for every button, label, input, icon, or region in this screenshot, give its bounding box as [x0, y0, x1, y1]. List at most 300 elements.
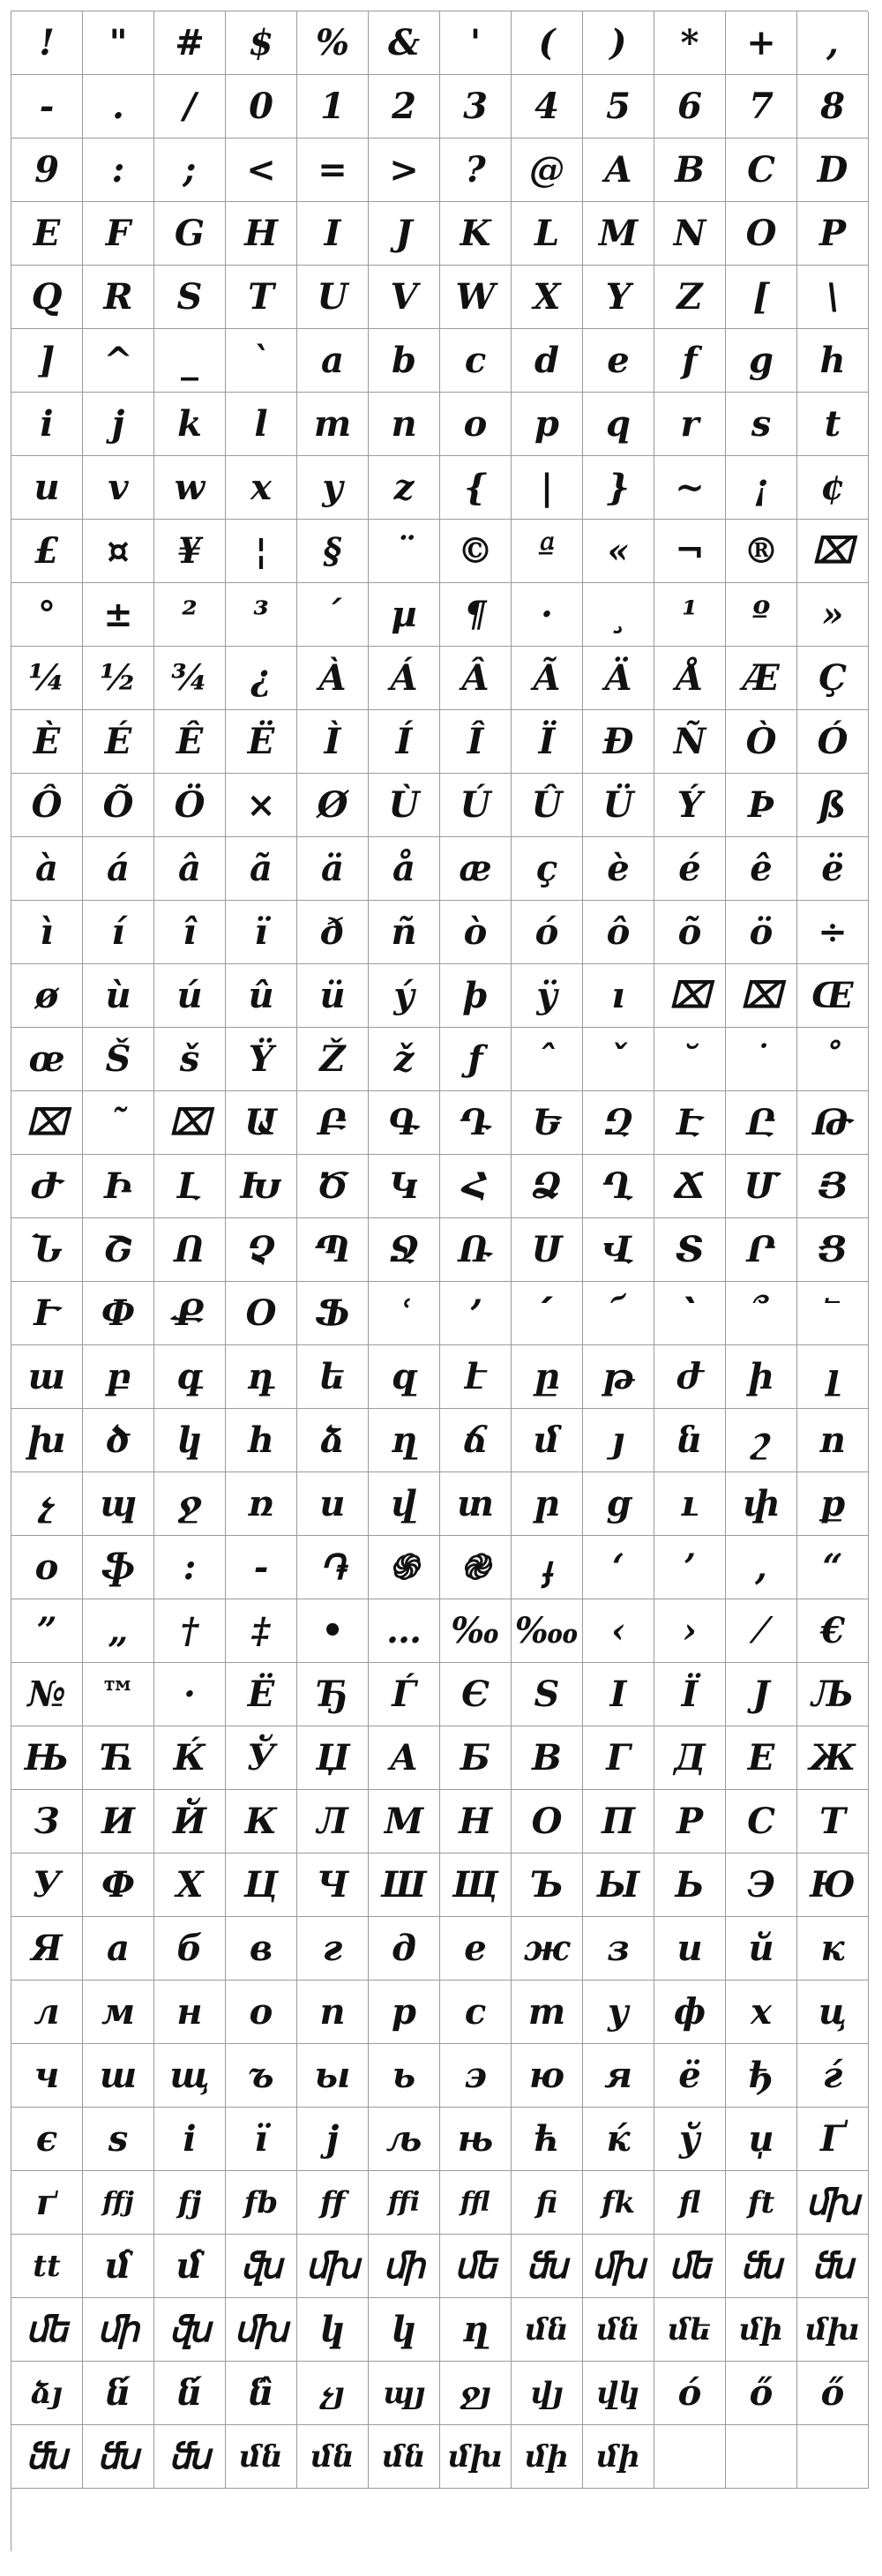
glyph-cell: ՛: [512, 1282, 583, 1345]
glyph-cell: П: [583, 1790, 654, 1853]
glyph-cell: З: [11, 1790, 83, 1853]
glyph-cell: Х: [154, 1853, 226, 1917]
glyph-cell: Ç: [797, 647, 869, 710]
glyph-cell: Ц: [226, 1853, 297, 1917]
glyph-cell: ò: [440, 901, 512, 964]
glyph-cell: Ž: [297, 1028, 369, 1091]
glyph-cell: 7: [726, 75, 797, 139]
glyph-cell: d: [512, 329, 583, 393]
glyph-cell: Q: [11, 266, 83, 329]
glyph-cell: ó: [512, 901, 583, 964]
glyph-cell: Ñ: [654, 710, 726, 774]
glyph-cell: ﬓ: [83, 2425, 154, 2489]
glyph-cell: է: [440, 1345, 512, 1409]
glyph-cell: ˜: [83, 1091, 154, 1155]
glyph-cell: Ղ: [583, 1155, 654, 1218]
glyph-cell: v: [83, 456, 154, 520]
glyph-cell: մի: [512, 2425, 583, 2489]
glyph-cell: ã: [226, 837, 297, 901]
glyph-cell: ջ: [154, 1472, 226, 1536]
glyph-cell: Ќ: [154, 1726, 226, 1790]
glyph-cell: E: [11, 202, 83, 266]
glyph-cell: Д: [654, 1726, 726, 1790]
glyph-cell: Ժ: [11, 1155, 83, 1218]
glyph-cell: h: [797, 329, 869, 393]
glyph-cell: Э: [726, 1853, 797, 1917]
glyph-cell: Ѓ: [369, 1663, 440, 1726]
glyph-cell: ç: [512, 837, 583, 901]
glyph-cell: Á: [369, 647, 440, 710]
glyph-cell: Ն: [11, 1218, 83, 1282]
glyph-cell: 5: [583, 75, 654, 139]
glyph-cell: fj: [154, 2171, 226, 2235]
glyph-cell: Յ: [797, 1155, 869, 1218]
glyph-cell: ժ: [654, 1345, 726, 1409]
glyph-cell: Հ: [440, 1155, 512, 1218]
glyph-cell: И: [83, 1790, 154, 1853]
glyph-cell: 3: [440, 75, 512, 139]
glyph-cell: ^: [83, 329, 154, 393]
glyph-cell: ч: [11, 2044, 83, 2108]
glyph-cell: ե: [297, 1345, 369, 1409]
glyph-cell: Դ: [440, 1091, 512, 1155]
glyph-cell: ÷: [797, 901, 869, 964]
glyph-cell: ]: [11, 329, 83, 393]
glyph-cell: ˘: [654, 1028, 726, 1091]
glyph-cell: Ж: [797, 1726, 869, 1790]
glyph-cell: ä: [297, 837, 369, 901]
glyph-cell: 6: [654, 75, 726, 139]
glyph-cell: tt: [11, 2235, 83, 2298]
glyph-cell: “: [797, 1536, 869, 1599]
glyph-cell: ⌧: [11, 1091, 83, 1155]
glyph-cell: Ø: [297, 774, 369, 837]
glyph-cell: յ: [583, 1409, 654, 1472]
glyph-cell: 2: [369, 75, 440, 139]
glyph-cell: G: [154, 202, 226, 266]
glyph-cell: ղ: [440, 2298, 512, 2362]
glyph-cell: n: [369, 393, 440, 456]
glyph-cell: Ֆ: [297, 1282, 369, 1345]
glyph-cell: L: [512, 202, 583, 266]
glyph-cell: В: [512, 1726, 583, 1790]
glyph-cell: ﬓ: [154, 2425, 226, 2489]
glyph-cell: с: [440, 1981, 512, 2044]
glyph-cell: Å: [654, 647, 726, 710]
glyph-cell: î: [154, 901, 226, 964]
glyph-cell: ՜: [583, 1282, 654, 1345]
glyph-cell: ×: [226, 774, 297, 837]
glyph-cell: Ы: [583, 1853, 654, 1917]
glyph-cell: վ: [369, 1472, 440, 1536]
glyph-cell: ⁄: [726, 1599, 797, 1663]
glyph-cell: ·: [154, 1663, 226, 1726]
glyph-cell: к: [797, 1917, 869, 1981]
glyph-cell: º: [726, 583, 797, 647]
glyph-cell: m: [297, 393, 369, 456]
glyph-cell: ³: [226, 583, 297, 647]
glyph-cell: <: [226, 139, 297, 202]
glyph-cell: r: [654, 393, 726, 456]
glyph-cell: Й: [154, 1790, 226, 1853]
glyph-cell: †: [154, 1599, 226, 1663]
glyph-cell: Î: [440, 710, 512, 774]
glyph-cell: s: [726, 393, 797, 456]
glyph-cell: ,: [797, 11, 869, 75]
glyph-cell: Ў: [226, 1726, 297, 1790]
glyph-cell: 1: [297, 75, 369, 139]
glyph-cell: z: [369, 456, 440, 520]
glyph-cell: վյ: [512, 2362, 583, 2425]
glyph-cell: Æ: [726, 647, 797, 710]
glyph-cell: մն: [583, 2298, 654, 2362]
glyph-cell: ő: [797, 2362, 869, 2425]
glyph-cell: ё: [654, 2044, 726, 2108]
glyph-cell: մխ: [440, 2425, 512, 2489]
glyph-cell: я: [583, 2044, 654, 2108]
glyph-cell: ª: [512, 520, 583, 583]
glyph-cell: Ћ: [83, 1726, 154, 1790]
glyph-cell: þ: [440, 964, 512, 1028]
glyph-cell: fk: [583, 2171, 654, 2235]
glyph-cell: ﬕ: [83, 2298, 154, 2362]
glyph-cell: «: [583, 520, 654, 583]
glyph-cell: ո: [797, 1409, 869, 1472]
glyph-cell: U: [297, 266, 369, 329]
glyph-cell: A: [583, 139, 654, 202]
glyph-cell: Բ: [297, 1091, 369, 1155]
glyph-cell: љ: [369, 2108, 440, 2171]
glyph-cell: X: [512, 266, 583, 329]
glyph-cell: ծ: [83, 1409, 154, 1472]
glyph-cell: Т: [797, 1790, 869, 1853]
glyph-cell: ж: [512, 1917, 583, 1981]
glyph-cell: ﬔ: [440, 2235, 512, 2298]
glyph-cell: Պ: [297, 1218, 369, 1282]
glyph-cell: (: [512, 11, 583, 75]
glyph-cell: ¾: [154, 647, 226, 710]
glyph-cell: ќ: [583, 2108, 654, 2171]
glyph-cell: ճ: [440, 1409, 512, 1472]
glyph-cell: ջյ: [440, 2362, 512, 2425]
glyph-cell: ¡: [726, 456, 797, 520]
glyph-cell: ﬓ: [797, 2235, 869, 2298]
glyph-cell: ﬗ: [583, 2235, 654, 2298]
glyph-cell: з: [583, 1917, 654, 1981]
glyph-cell: ?: [440, 139, 512, 202]
glyph-cell: կ: [369, 2298, 440, 2362]
glyph-cell: ⌧: [797, 520, 869, 583]
glyph-cell: Щ: [440, 1853, 512, 1917]
glyph-cell: ž: [369, 1028, 440, 1091]
glyph-cell: Њ: [11, 1726, 83, 1790]
glyph-cell: ն: [654, 1409, 726, 1472]
glyph-cell: À: [297, 647, 369, 710]
glyph-cell: ց: [583, 1472, 654, 1536]
glyph-cell: Л: [297, 1790, 369, 1853]
glyph-cell: щ: [154, 2044, 226, 2108]
glyph-cell: ß: [797, 774, 869, 837]
glyph-cell: æ: [440, 837, 512, 901]
glyph-cell: ґ: [11, 2171, 83, 2235]
glyph-cell: Լ: [154, 1155, 226, 1218]
glyph-cell: Զ: [583, 1091, 654, 1155]
glyph-cell: շ: [726, 1409, 797, 1472]
glyph-cell: ﬓ: [512, 2235, 583, 2298]
glyph-cell: ¢: [797, 456, 869, 520]
glyph-cell: ˙: [726, 1028, 797, 1091]
glyph-cell: Ե: [512, 1091, 583, 1155]
glyph-cell: С: [726, 1790, 797, 1853]
glyph-cell: Ф: [83, 1853, 154, 1917]
glyph-cell: ’: [654, 1536, 726, 1599]
glyph-cell: ђ: [726, 2044, 797, 2108]
glyph-cell: Ý: [654, 774, 726, 837]
glyph-cell: ﬕ: [369, 2235, 440, 2298]
glyph-cell: Š: [83, 1028, 154, 1091]
glyph-cell: Ј: [726, 1663, 797, 1726]
glyph-cell: ffi: [369, 2171, 440, 2235]
glyph-cell: õ: [654, 901, 726, 964]
glyph-cell: ¶: [440, 583, 512, 647]
glyph-cell: W: [440, 266, 512, 329]
glyph-cell: .: [83, 75, 154, 139]
glyph-cell: Ч: [297, 1853, 369, 1917]
glyph-cell: /: [154, 75, 226, 139]
glyph-cell: ó: [654, 2362, 726, 2425]
glyph-cell: ﬖ: [154, 2298, 226, 2362]
glyph-cell: ,: [726, 1536, 797, 1599]
glyph-cell: ´: [297, 583, 369, 647]
glyph-cell: Թ: [797, 1091, 869, 1155]
glyph-cell: +: [726, 11, 797, 75]
glyph-cell: t: [797, 393, 869, 456]
glyph-cell: ¸: [583, 583, 654, 647]
glyph-cell: ֍: [369, 1536, 440, 1599]
glyph-cell: ն́: [83, 2362, 154, 2425]
glyph-cell: Ô: [11, 774, 83, 837]
glyph-cell: û: [226, 964, 297, 1028]
glyph-cell: _: [154, 329, 226, 393]
glyph-cell: մ́: [83, 2235, 154, 2298]
glyph-cell: ½: [83, 647, 154, 710]
glyph-cell: M: [583, 202, 654, 266]
glyph-cell: Փ: [83, 1282, 154, 1345]
glyph-cell: g: [726, 329, 797, 393]
glyph-cell: ﬗ: [226, 2298, 297, 2362]
glyph-cell: մխ: [797, 2298, 869, 2362]
glyph-cell: §: [297, 520, 369, 583]
glyph-cell: լ: [797, 1345, 869, 1409]
empty-cell: [654, 2425, 726, 2489]
glyph-cell: д: [369, 1917, 440, 1981]
glyph-cell: մն: [226, 2425, 297, 2489]
glyph-cell: І: [583, 1663, 654, 1726]
glyph-cell: p: [512, 393, 583, 456]
glyph-cell: Գ: [369, 1091, 440, 1155]
glyph-cell: ћ: [512, 2108, 583, 2171]
glyph-cell: \: [797, 266, 869, 329]
glyph-cell: H: [226, 202, 297, 266]
glyph-cell: Տ: [654, 1218, 726, 1282]
glyph-cell: e: [583, 329, 654, 393]
glyph-cell: Մ: [726, 1155, 797, 1218]
glyph-cell: ՙ: [369, 1282, 440, 1345]
glyph-cell: ս: [297, 1472, 369, 1536]
glyph-cell: Շ: [83, 1218, 154, 1282]
glyph-cell: Е: [726, 1726, 797, 1790]
glyph-cell: …: [369, 1599, 440, 1663]
glyph-cell: ф: [654, 1981, 726, 2044]
glyph-cell: е: [440, 1917, 512, 1981]
glyph-cell: ffj: [83, 2171, 154, 2235]
glyph-cell: ѓ: [797, 2044, 869, 2108]
glyph-cell: Ա: [226, 1091, 297, 1155]
glyph-cell: ë: [797, 837, 869, 901]
glyph-cell: ј: [297, 2108, 369, 2171]
glyph-cell: о: [226, 1981, 297, 2044]
glyph-cell: ~: [654, 456, 726, 520]
glyph-cell: ¼: [11, 647, 83, 710]
glyph-cell: ﬔ: [654, 2235, 726, 2298]
glyph-cell: ": [83, 11, 154, 75]
glyph-cell: ;: [154, 139, 226, 202]
glyph-cell: c: [440, 329, 512, 393]
glyph-cell: Է: [654, 1091, 726, 1155]
glyph-grid: [11, 11, 868, 2551]
glyph-cell: è: [583, 837, 654, 901]
glyph-cell: S: [154, 266, 226, 329]
glyph-cell: }: [583, 456, 654, 520]
glyph-cell: №: [11, 1663, 83, 1726]
glyph-cell: ): [583, 11, 654, 75]
glyph-cell: =: [297, 139, 369, 202]
glyph-cell: ì: [11, 901, 83, 964]
glyph-cell: {: [440, 456, 512, 520]
glyph-cell: Ք: [154, 1282, 226, 1345]
glyph-cell: 9: [11, 139, 83, 202]
glyph-cell: э: [440, 2044, 512, 2108]
glyph-cell: :: [154, 1536, 226, 1599]
glyph-cell: ™: [83, 1663, 154, 1726]
glyph-cell: B: [654, 139, 726, 202]
glyph-cell: ¹: [654, 583, 726, 647]
glyph-cell: գ: [154, 1345, 226, 1409]
glyph-cell: ¿: [226, 647, 297, 710]
glyph-cell: ր: [512, 1472, 583, 1536]
glyph-cell: :: [83, 139, 154, 202]
glyph-cell: $: [226, 11, 297, 75]
glyph-cell: ö: [726, 901, 797, 964]
glyph-cell: т: [512, 1981, 583, 2044]
glyph-cell: ‰: [440, 1599, 512, 1663]
glyph-cell: `: [226, 329, 297, 393]
glyph-cell: Ё: [226, 1663, 297, 1726]
glyph-cell: ї: [226, 2108, 297, 2171]
glyph-cell: ﬓ: [11, 2425, 83, 2489]
glyph-cell: ⌧: [654, 964, 726, 1028]
glyph-cell: ñ: [369, 901, 440, 964]
glyph-cell: !: [11, 11, 83, 75]
glyph-cell: ւ: [654, 1472, 726, 1536]
glyph-cell: Ê: [154, 710, 226, 774]
glyph-cell: Ä: [583, 647, 654, 710]
glyph-cell: K: [440, 202, 512, 266]
glyph-cell: п: [297, 1981, 369, 2044]
glyph-cell: Œ: [797, 964, 869, 1028]
glyph-cell: ˇ: [583, 1028, 654, 1091]
glyph-cell: У: [11, 1853, 83, 1917]
glyph-cell: ъ: [226, 2044, 297, 2108]
glyph-cell: տ: [440, 1472, 512, 1536]
glyph-cell: թ: [583, 1345, 654, 1409]
glyph-cell: Ռ: [440, 1218, 512, 1282]
glyph-cell: Ճ: [654, 1155, 726, 1218]
glyph-cell: Ò: [726, 710, 797, 774]
glyph-cell: ՟: [797, 1282, 869, 1345]
glyph-cell: *: [654, 11, 726, 75]
glyph-cell: D: [797, 139, 869, 202]
glyph-cell: ﬔ: [11, 2298, 83, 2362]
glyph-cell: մ: [512, 1409, 583, 1472]
glyph-cell: и: [654, 1917, 726, 1981]
glyph-cell: í: [83, 901, 154, 964]
glyph-cell: Г: [583, 1726, 654, 1790]
glyph-cell: ֆ: [83, 1536, 154, 1599]
glyph-cell: Ó: [797, 710, 869, 774]
glyph-cell: ý: [369, 964, 440, 1028]
glyph-cell: ÿ: [512, 964, 583, 1028]
glyph-cell: fl: [654, 2171, 726, 2235]
glyph-cell: ²: [154, 583, 226, 647]
glyph-cell: ў: [654, 2108, 726, 2171]
glyph-cell: ‱: [512, 1599, 583, 1663]
glyph-cell: ն́: [154, 2362, 226, 2425]
glyph-cell: ք: [797, 1472, 869, 1536]
glyph-cell: б: [154, 1917, 226, 1981]
glyph-cell: R: [83, 266, 154, 329]
glyph-cell: ֏: [297, 1536, 369, 1599]
glyph-cell: â: [154, 837, 226, 901]
glyph-cell: É: [83, 710, 154, 774]
glyph-cell: ղ: [369, 1409, 440, 1472]
glyph-cell: >: [369, 139, 440, 202]
glyph-cell: Խ: [226, 1155, 297, 1218]
glyph-cell: մ́: [154, 2235, 226, 2298]
empty-cell: [726, 2425, 797, 2489]
glyph-cell: Â: [440, 647, 512, 710]
glyph-cell: Ü: [583, 774, 654, 837]
glyph-cell: Є: [440, 1663, 512, 1726]
glyph-cell: խ: [11, 1409, 83, 1472]
glyph-cell: Љ: [797, 1663, 869, 1726]
glyph-cell: њ: [440, 2108, 512, 2171]
glyph-cell: Ձ: [512, 1155, 583, 1218]
glyph-cell: մե: [654, 2298, 726, 2362]
glyph-cell: մի: [726, 2298, 797, 2362]
glyph-cell: ú: [154, 964, 226, 1028]
glyph-cell: ˚: [797, 1028, 869, 1091]
glyph-cell: ѕ: [83, 2108, 154, 2171]
glyph-cell: ռ: [226, 1472, 297, 1536]
glyph-cell: 0: [226, 75, 297, 139]
glyph-cell: ·: [512, 583, 583, 647]
glyph-cell: զ: [369, 1345, 440, 1409]
glyph-cell: մն: [297, 2425, 369, 2489]
glyph-cell: C: [726, 139, 797, 202]
glyph-cell: Р: [654, 1790, 726, 1853]
glyph-cell: y: [297, 456, 369, 520]
